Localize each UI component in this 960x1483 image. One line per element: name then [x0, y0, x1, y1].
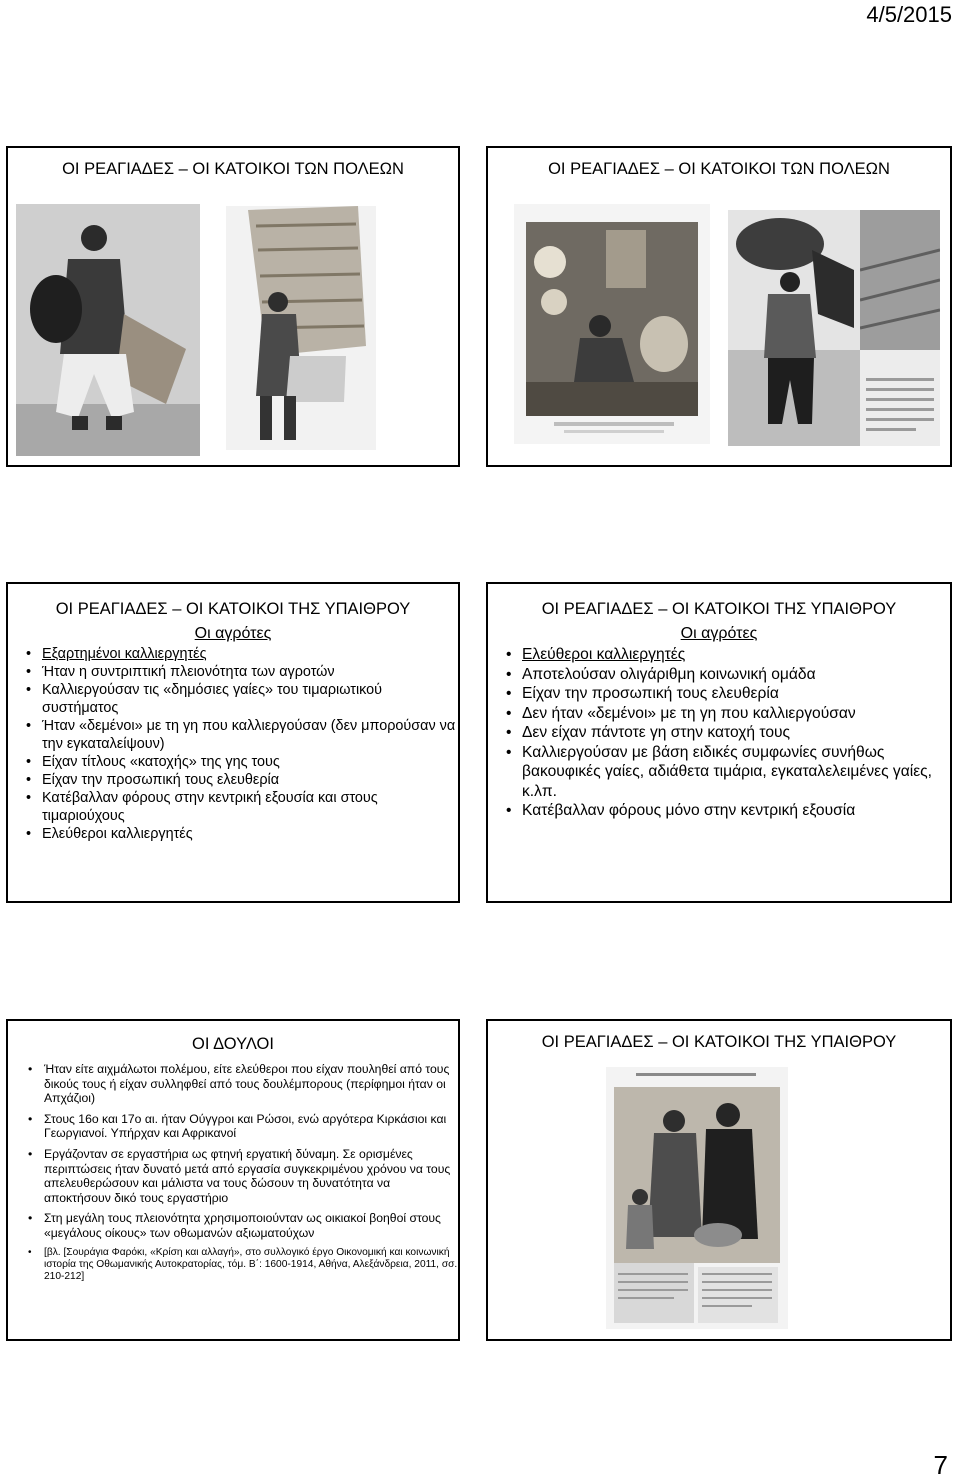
rural-family-photo	[606, 1067, 788, 1329]
list-item: • Είχαν τίτλους «κατοχής» της γης τους	[42, 753, 458, 771]
list-item: • Καλλιεργούσαν με βάση ειδικές συμφωνίες συνήθως βακουφικές γαίες, αδιάθετα τιμάρια, εγκαταλελειμένες γαίες, κ.λπ.	[522, 743, 950, 802]
street-vendor-photo	[16, 204, 200, 456]
list-item: • Ελεύθεροι καλλιεργητές	[42, 825, 458, 843]
slide-title: ΟΙ ΔΟΥΛΟΙ	[192, 1035, 274, 1053]
slide-title: ΟΙ ΡΕΑΓΙΑΔΕΣ – ΟΙ ΚΑΤΟΙΚΟΙ ΤΩΝ ΠΟΛΕΩΝ	[548, 160, 890, 178]
page-number: 7	[933, 1450, 948, 1480]
basket-porter-photo	[226, 206, 376, 450]
list-item: • Δεν ήταν «δεμένοι» με τη γη που καλλιεργούσαν	[522, 704, 950, 724]
caption-page-photo	[860, 210, 940, 446]
harbour-porter-photo	[728, 210, 860, 446]
slide-subheading: Οι αγρότες	[680, 625, 758, 642]
list-item: • Ήταν «δεμένοι» με τη γη που καλλιεργούσαν (δεν μπορούσαν να την εγκαταλείψουν)	[42, 717, 458, 753]
list-item: • Δεν είχαν πάντοτε γη στην κατοχή τους	[522, 723, 950, 743]
list-item: • Εργάζονταν σε εργαστήρια ως φτηνή εργατική δύναμη. Σε ορισμένες περιπτώσεις ήταν δυνατό μετά από εργασία συγκεκριμένου χρόνου να τους απελευθερώσουν και μάλιστα να τους δώσουν τη δυνατότητα να αποκτήσουν δικό τους εργαστήριο	[44, 1147, 458, 1205]
page-date: 4/5/2015	[866, 2, 952, 27]
slide-1	[6, 146, 460, 467]
list-item: • Στους 16ο και 17ο αι. ήταν Ούγγροι και Ρώσοι, ενώ αργότερα Κιρκάσιοι και Γεωργιανοί. Υπήρχαν και Αφρικανοί	[44, 1112, 458, 1141]
list-item: • Στη μεγάλη τους πλειονότητα χρησιμοποιούνταν ως οικιακοί βοηθοί στους «μεγάλους οίκους» των οθωμανών αξιωματούχων	[44, 1211, 458, 1240]
citation-note: • [βλ. [Σουράγια Φαρόκι, «Κρίση και αλλαγή», στο συλλογικό έργο Οικονομική και κοινωνική ιστορία της Οθωμανικής Αυτοκρατορίας, τόμ. Β΄: 1600-1914, Αθήνα, Αλεξάνδρεια, 2011, σσ. 210-212]	[44, 1247, 458, 1284]
slide-title: ΟΙ ΡΕΑΓΙΑΔΕΣ – ΟΙ ΚΑΤΟΙΚΟΙ ΤΩΝ ΠΟΛΕΩΝ	[62, 160, 404, 178]
slide-title: ΟΙ ΡΕΑΓΙΑΔΕΣ – ΟΙ ΚΑΤΟΙΚΟΙ ΤΗΣ ΥΠΑΙΘΡΟΥ	[541, 1033, 897, 1051]
slide-5	[6, 1019, 460, 1341]
slide-3	[6, 582, 460, 903]
slide-title: ΟΙ ΡΕΑΓΙΑΔΕΣ – ΟΙ ΚΑΤΟΙΚΟΙ ΤΗΣ ΥΠΑΙΘΡΟΥ	[541, 600, 897, 618]
list-item: • Ήταν η συντριπτική πλειονότητα των αγροτών	[42, 663, 458, 681]
slide-6	[486, 1019, 952, 1341]
list-item: • Ελεύθεροι καλλιεργητές	[522, 645, 950, 665]
list-item: • Εξαρτημένοι καλλιεργητές	[42, 645, 458, 663]
slide-4	[486, 582, 952, 903]
list-item: • Αποτελούσαν ολιγάριθμη κοινωνική ομάδα	[522, 665, 950, 685]
bullet-list	[8, 1062, 458, 1284]
slide-subheading: Οι αγρότες	[194, 625, 272, 642]
list-item: • Ήταν είτε αιχμάλωτοι πολέμου, είτε ελεύθεροι που είχαν πουληθεί από τους δικούς τους ή είχαν συλληφθεί από τους δουλέμπορους (περίφημοι ήταν οι Απχάζιοι)	[44, 1062, 458, 1106]
list-item: • Είχαν την προσωπική τους ελευθερία	[522, 684, 950, 704]
list-item: • Είχαν την προσωπική τους ελευθερία	[42, 771, 458, 789]
list-item: • Κατέβαλλαν φόρους στην κεντρική εξουσία και στους τιμαριούχους	[42, 789, 458, 825]
coppersmith-workshop-photo	[514, 204, 710, 444]
slide-2	[486, 146, 952, 467]
list-item: • Καλλιεργούσαν τις «δημόσιες γαίες» του τιμαριωτικού συστήματος	[42, 681, 458, 717]
list-item: • Κατέβαλλαν φόρους μόνο στην κεντρική εξουσία	[522, 801, 950, 821]
bullet-list	[8, 645, 458, 843]
slide-title: ΟΙ ΡΕΑΓΙΑΔΕΣ – ΟΙ ΚΑΤΟΙΚΟΙ ΤΗΣ ΥΠΑΙΘΡΟΥ	[55, 600, 411, 618]
bullet-list	[488, 645, 950, 821]
